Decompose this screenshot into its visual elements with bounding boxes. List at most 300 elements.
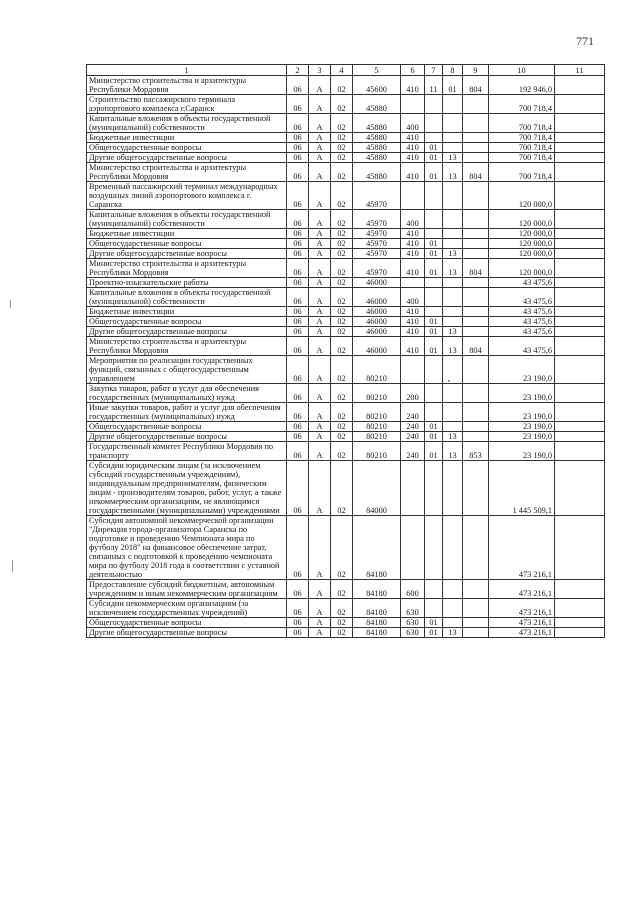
- extra-cell: [555, 239, 605, 249]
- ministry-code-cell: 804: [463, 259, 489, 278]
- table-row: [87, 317, 605, 327]
- chapter-code-cell: [425, 210, 443, 229]
- amount-cell: 473 216,1: [489, 628, 555, 638]
- chapter-code-cell: [425, 403, 443, 422]
- target-code-cell: 45880: [353, 133, 401, 143]
- amount-cell: 120 000,0: [489, 259, 555, 278]
- sub-code-cell: 02: [331, 384, 353, 403]
- chapter-code-cell: [425, 133, 443, 143]
- page-number: 771: [576, 34, 594, 48]
- amount-cell: 473 216,1: [489, 516, 555, 580]
- row-name-cell: Бюджетные инвестиции: [87, 133, 287, 143]
- section-code-cell: 06: [287, 76, 309, 95]
- table-row: [87, 229, 605, 239]
- extra-cell: [555, 229, 605, 239]
- ministry-code-cell: [463, 182, 489, 210]
- subchapter-code-cell: 13: [443, 432, 463, 442]
- letter-code-cell: А: [309, 384, 331, 403]
- sub-code-cell: 02: [331, 516, 353, 580]
- sub-code-cell: 02: [331, 210, 353, 229]
- sub-code-cell: 02: [331, 422, 353, 432]
- sub-code-cell: 02: [331, 580, 353, 599]
- subchapter-code-cell: [443, 133, 463, 143]
- ministry-code-cell: [463, 153, 489, 163]
- subchapter-code-cell: 13: [443, 628, 463, 638]
- table-row: [87, 288, 605, 307]
- subchapter-code-cell: [443, 210, 463, 229]
- letter-code-cell: А: [309, 288, 331, 307]
- column-header-2: 2: [287, 65, 309, 76]
- letter-code-cell: А: [309, 403, 331, 422]
- sub-code-cell: 02: [331, 133, 353, 143]
- extra-cell: [555, 356, 605, 384]
- table-body: [87, 76, 605, 638]
- target-code-cell: 80210: [353, 432, 401, 442]
- target-code-cell: 45600: [353, 76, 401, 95]
- type-code-cell: 410: [401, 337, 425, 356]
- type-code-cell: 410: [401, 327, 425, 337]
- letter-code-cell: А: [309, 229, 331, 239]
- subchapter-code-cell: [443, 461, 463, 516]
- sub-code-cell: 02: [331, 317, 353, 327]
- letter-code-cell: А: [309, 95, 331, 114]
- extra-cell: [555, 114, 605, 133]
- target-code-cell: 45970: [353, 210, 401, 229]
- section-code-cell: 06: [287, 356, 309, 384]
- chapter-code-cell: 01: [425, 618, 443, 628]
- table-row: [87, 461, 605, 516]
- extra-cell: [555, 259, 605, 278]
- column-header-11: 11: [555, 65, 605, 76]
- letter-code-cell: А: [309, 432, 331, 442]
- scan-speck: [12, 560, 13, 572]
- amount-cell: 43 475,6: [489, 278, 555, 288]
- amount-cell: 700 718,4: [489, 95, 555, 114]
- target-code-cell: 46000: [353, 288, 401, 307]
- type-code-cell: 410: [401, 259, 425, 278]
- ministry-code-cell: [463, 239, 489, 249]
- sub-code-cell: 02: [331, 442, 353, 461]
- type-code-cell: 600: [401, 580, 425, 599]
- type-code-cell: 410: [401, 249, 425, 259]
- amount-cell: 700 718,4: [489, 133, 555, 143]
- type-code-cell: 400: [401, 210, 425, 229]
- amount-cell: 700 718,4: [489, 153, 555, 163]
- amount-cell: 120 000,0: [489, 229, 555, 239]
- letter-code-cell: А: [309, 317, 331, 327]
- target-code-cell: 45880: [353, 143, 401, 153]
- type-code-cell: 410: [401, 307, 425, 317]
- sub-code-cell: 02: [331, 432, 353, 442]
- letter-code-cell: А: [309, 259, 331, 278]
- target-code-cell: 84180: [353, 618, 401, 628]
- type-code-cell: 410: [401, 239, 425, 249]
- extra-cell: [555, 210, 605, 229]
- section-code-cell: 06: [287, 259, 309, 278]
- section-code-cell: 06: [287, 516, 309, 580]
- subchapter-code-cell: 13: [443, 259, 463, 278]
- row-name-cell: Министерство строительства и архитектуры Республики Мордовия: [87, 163, 287, 182]
- row-name-cell: Субсидия автономной некоммерческой организации "Дирекция города-организатора Саранска по подготовке и проведению Чемпионата мира по футболу 2018" на финансовое обеспечение затрат, связанных с подготовкой к проведению чемпионата мира по футболу 2018 года в соответствии с уставной деятельностью: [87, 516, 287, 580]
- row-name-cell: Министерство строительства и архитектуры Республики Мордовия: [87, 76, 287, 95]
- type-code-cell: [401, 356, 425, 384]
- section-code-cell: 06: [287, 432, 309, 442]
- row-name-cell: Бюджетные инвестиции: [87, 229, 287, 239]
- ministry-code-cell: [463, 516, 489, 580]
- extra-cell: [555, 307, 605, 317]
- type-code-cell: [401, 182, 425, 210]
- row-name-cell: Строительство пассажирского терминала аэропортового комплекса г.Саранск: [87, 95, 287, 114]
- subchapter-code-cell: [443, 599, 463, 618]
- row-name-cell: Капитальные вложения в объекты государственной (муниципальной) собственности: [87, 210, 287, 229]
- row-name-cell: Государственный комитет Республики Мордовия по транспорту: [87, 442, 287, 461]
- extra-cell: [555, 599, 605, 618]
- type-code-cell: 630: [401, 599, 425, 618]
- table-row: [87, 133, 605, 143]
- chapter-code-cell: 01: [425, 422, 443, 432]
- table-row: [87, 580, 605, 599]
- column-header-1: 1: [87, 65, 287, 76]
- target-code-cell: 46000: [353, 327, 401, 337]
- chapter-code-cell: [425, 580, 443, 599]
- table-row: [87, 442, 605, 461]
- table-row: [87, 628, 605, 638]
- chapter-code-cell: 01: [425, 317, 443, 327]
- ministry-code-cell: [463, 95, 489, 114]
- subchapter-code-cell: 13: [443, 163, 463, 182]
- letter-code-cell: А: [309, 337, 331, 356]
- row-name-cell: Проектно-изыскательские работы: [87, 278, 287, 288]
- sub-code-cell: 02: [331, 249, 353, 259]
- section-code-cell: 06: [287, 210, 309, 229]
- subchapter-code-cell: 13: [443, 337, 463, 356]
- table-row: [87, 432, 605, 442]
- chapter-code-cell: [425, 229, 443, 239]
- type-code-cell: 630: [401, 628, 425, 638]
- extra-cell: [555, 76, 605, 95]
- chapter-code-cell: 01: [425, 432, 443, 442]
- sub-code-cell: 02: [331, 403, 353, 422]
- extra-cell: [555, 249, 605, 259]
- table-row: [87, 163, 605, 182]
- section-code-cell: 06: [287, 182, 309, 210]
- subchapter-code-cell: [443, 239, 463, 249]
- section-code-cell: 06: [287, 288, 309, 307]
- row-name-cell: Общегосударственные вопросы: [87, 143, 287, 153]
- row-name-cell: Предоставление субсидий бюджетным, автономным учреждениям и иным некоммерческим организациям: [87, 580, 287, 599]
- extra-cell: [555, 618, 605, 628]
- target-code-cell: 80210: [353, 356, 401, 384]
- amount-cell: 120 000,0: [489, 249, 555, 259]
- type-code-cell: 240: [401, 432, 425, 442]
- row-name-cell: Субсидии юридическим лицам (за исключением субсидий государственным учреждениям), индивидуальным предпринимателям, физическим лицам - производителям товаров, работ, услуг, а также некоммерческим организациям, не являющимся государственными (муниципальными) учреждениями: [87, 461, 287, 516]
- subchapter-code-cell: [443, 384, 463, 403]
- type-code-cell: 410: [401, 143, 425, 153]
- extra-cell: [555, 432, 605, 442]
- letter-code-cell: А: [309, 76, 331, 95]
- table-row: [87, 114, 605, 133]
- letter-code-cell: А: [309, 307, 331, 317]
- amount-cell: 192 946,0: [489, 76, 555, 95]
- extra-cell: [555, 461, 605, 516]
- extra-cell: [555, 327, 605, 337]
- target-code-cell: 80210: [353, 442, 401, 461]
- ministry-code-cell: 804: [463, 76, 489, 95]
- column-header-10: 10: [489, 65, 555, 76]
- letter-code-cell: А: [309, 114, 331, 133]
- extra-cell: [555, 337, 605, 356]
- amount-cell: 23 190,0: [489, 442, 555, 461]
- chapter-code-cell: 01: [425, 327, 443, 337]
- letter-code-cell: А: [309, 278, 331, 288]
- sub-code-cell: 02: [331, 356, 353, 384]
- letter-code-cell: А: [309, 143, 331, 153]
- letter-code-cell: А: [309, 516, 331, 580]
- sub-code-cell: 02: [331, 259, 353, 278]
- type-code-cell: 410: [401, 229, 425, 239]
- target-code-cell: 80210: [353, 384, 401, 403]
- target-code-cell: 46000: [353, 278, 401, 288]
- amount-cell: 23 190,0: [489, 432, 555, 442]
- subchapter-code-cell: [443, 95, 463, 114]
- subchapter-code-cell: 13: [443, 442, 463, 461]
- extra-cell: [555, 580, 605, 599]
- table-row: [87, 249, 605, 259]
- section-code-cell: 06: [287, 249, 309, 259]
- section-code-cell: 06: [287, 442, 309, 461]
- chapter-code-cell: [425, 182, 443, 210]
- type-code-cell: 240: [401, 442, 425, 461]
- type-code-cell: [401, 516, 425, 580]
- target-code-cell: 46000: [353, 337, 401, 356]
- target-code-cell: 45880: [353, 114, 401, 133]
- column-header-3: 3: [309, 65, 331, 76]
- row-name-cell: Общегосударственные вопросы: [87, 618, 287, 628]
- scan-speck: [10, 300, 11, 308]
- table-row: [87, 618, 605, 628]
- amount-cell: 23 190,0: [489, 356, 555, 384]
- table-row: [87, 143, 605, 153]
- target-code-cell: 45970: [353, 239, 401, 249]
- subchapter-code-cell: 13: [443, 153, 463, 163]
- chapter-code-cell: 01: [425, 249, 443, 259]
- type-code-cell: 630: [401, 618, 425, 628]
- type-code-cell: [401, 278, 425, 288]
- sub-code-cell: 02: [331, 327, 353, 337]
- column-header-7: 7: [425, 65, 443, 76]
- extra-cell: [555, 95, 605, 114]
- ministry-code-cell: [463, 618, 489, 628]
- amount-cell: 43 475,6: [489, 337, 555, 356]
- type-code-cell: 200: [401, 384, 425, 403]
- section-code-cell: 06: [287, 114, 309, 133]
- ministry-code-cell: [463, 384, 489, 403]
- sub-code-cell: 02: [331, 143, 353, 153]
- section-code-cell: 06: [287, 599, 309, 618]
- letter-code-cell: А: [309, 356, 331, 384]
- section-code-cell: 06: [287, 143, 309, 153]
- target-code-cell: 45880: [353, 163, 401, 182]
- ministry-code-cell: [463, 580, 489, 599]
- subchapter-code-cell: [443, 288, 463, 307]
- extra-cell: [555, 143, 605, 153]
- target-code-cell: 46000: [353, 317, 401, 327]
- target-code-cell: 45970: [353, 229, 401, 239]
- amount-cell: 23 190,0: [489, 422, 555, 432]
- sub-code-cell: 02: [331, 307, 353, 317]
- ministry-code-cell: [463, 628, 489, 638]
- letter-code-cell: А: [309, 580, 331, 599]
- amount-cell: 473 216,1: [489, 618, 555, 628]
- chapter-code-cell: [425, 599, 443, 618]
- column-header-4: 4: [331, 65, 353, 76]
- subchapter-code-cell: [443, 403, 463, 422]
- ministry-code-cell: [463, 133, 489, 143]
- chapter-code-cell: [425, 307, 443, 317]
- amount-cell: 23 190,0: [489, 403, 555, 422]
- letter-code-cell: А: [309, 153, 331, 163]
- chapter-code-cell: 11: [425, 76, 443, 95]
- letter-code-cell: А: [309, 442, 331, 461]
- row-name-cell: Общегосударственные вопросы: [87, 239, 287, 249]
- sub-code-cell: 02: [331, 628, 353, 638]
- subchapter-code-cell: [443, 317, 463, 327]
- column-header-6: 6: [401, 65, 425, 76]
- column-header-8: 8: [443, 65, 463, 76]
- type-code-cell: 400: [401, 288, 425, 307]
- table-row: [87, 384, 605, 403]
- scan-speck: [448, 380, 450, 382]
- chapter-code-cell: [425, 288, 443, 307]
- section-code-cell: 06: [287, 239, 309, 249]
- extra-cell: [555, 403, 605, 422]
- ministry-code-cell: [463, 229, 489, 239]
- chapter-code-cell: [425, 114, 443, 133]
- letter-code-cell: А: [309, 210, 331, 229]
- table-row: [87, 327, 605, 337]
- chapter-code-cell: 01: [425, 337, 443, 356]
- extra-cell: [555, 628, 605, 638]
- sub-code-cell: 02: [331, 153, 353, 163]
- table-row: [87, 153, 605, 163]
- section-code-cell: 06: [287, 153, 309, 163]
- chapter-code-cell: [425, 356, 443, 384]
- type-code-cell: 410: [401, 153, 425, 163]
- ministry-code-cell: [463, 327, 489, 337]
- ministry-code-cell: 804: [463, 163, 489, 182]
- sub-code-cell: 02: [331, 114, 353, 133]
- table-row: [87, 403, 605, 422]
- amount-cell: 23 190,0: [489, 384, 555, 403]
- table-row: [87, 422, 605, 432]
- row-name-cell: Другие общегосударственные вопросы: [87, 628, 287, 638]
- section-code-cell: 06: [287, 422, 309, 432]
- section-code-cell: 06: [287, 229, 309, 239]
- type-code-cell: [401, 461, 425, 516]
- table-row: [87, 239, 605, 249]
- amount-cell: 473 216,1: [489, 580, 555, 599]
- sub-code-cell: 02: [331, 618, 353, 628]
- ministry-code-cell: [463, 307, 489, 317]
- section-code-cell: 06: [287, 327, 309, 337]
- target-code-cell: 84180: [353, 516, 401, 580]
- letter-code-cell: А: [309, 249, 331, 259]
- subchapter-code-cell: [443, 182, 463, 210]
- letter-code-cell: А: [309, 461, 331, 516]
- row-name-cell: Закупка товаров, работ и услуг для обеспечения государственных (муниципальных) нужд: [87, 384, 287, 403]
- sub-code-cell: 02: [331, 163, 353, 182]
- table-row: [87, 599, 605, 618]
- chapter-code-cell: [425, 516, 443, 580]
- row-name-cell: Другие общегосударственные вопросы: [87, 249, 287, 259]
- chapter-code-cell: [425, 95, 443, 114]
- target-code-cell: 84000: [353, 461, 401, 516]
- row-name-cell: Другие общегосударственные вопросы: [87, 327, 287, 337]
- type-code-cell: 240: [401, 403, 425, 422]
- extra-cell: [555, 163, 605, 182]
- table-row: [87, 210, 605, 229]
- table-row: [87, 95, 605, 114]
- target-code-cell: 84180: [353, 628, 401, 638]
- ministry-code-cell: [463, 422, 489, 432]
- section-code-cell: 06: [287, 317, 309, 327]
- subchapter-code-cell: [443, 114, 463, 133]
- letter-code-cell: А: [309, 182, 331, 210]
- table-row: [87, 337, 605, 356]
- table-header-row: [87, 65, 605, 76]
- table-row: [87, 356, 605, 384]
- ministry-code-cell: [463, 599, 489, 618]
- budget-table: [86, 64, 605, 638]
- letter-code-cell: А: [309, 239, 331, 249]
- subchapter-code-cell: [443, 516, 463, 580]
- ministry-code-cell: [463, 356, 489, 384]
- subchapter-code-cell: [443, 229, 463, 239]
- ministry-code-cell: [463, 317, 489, 327]
- section-code-cell: 06: [287, 618, 309, 628]
- column-header-9: 9: [463, 65, 489, 76]
- section-code-cell: 06: [287, 580, 309, 599]
- target-code-cell: 80210: [353, 422, 401, 432]
- section-code-cell: 06: [287, 384, 309, 403]
- row-name-cell: Иные закупки товаров, работ и услуг для обеспечения государственных (муниципальных) нужд: [87, 403, 287, 422]
- extra-cell: [555, 442, 605, 461]
- extra-cell: [555, 384, 605, 403]
- extra-cell: [555, 422, 605, 432]
- extra-cell: [555, 182, 605, 210]
- target-code-cell: 46000: [353, 307, 401, 317]
- subchapter-code-cell: [443, 356, 463, 384]
- letter-code-cell: А: [309, 422, 331, 432]
- chapter-code-cell: [425, 461, 443, 516]
- subchapter-code-cell: [443, 278, 463, 288]
- section-code-cell: 06: [287, 403, 309, 422]
- amount-cell: 1 445 509,1: [489, 461, 555, 516]
- section-code-cell: 06: [287, 628, 309, 638]
- letter-code-cell: А: [309, 133, 331, 143]
- table-row: [87, 76, 605, 95]
- chapter-code-cell: 01: [425, 239, 443, 249]
- target-code-cell: 45880: [353, 95, 401, 114]
- sub-code-cell: 02: [331, 239, 353, 249]
- type-code-cell: 400: [401, 114, 425, 133]
- amount-cell: 43 475,6: [489, 288, 555, 307]
- ministry-code-cell: [463, 114, 489, 133]
- sub-code-cell: 02: [331, 461, 353, 516]
- row-name-cell: Министерство строительства и архитектуры Республики Мордовия: [87, 337, 287, 356]
- sub-code-cell: 02: [331, 95, 353, 114]
- subchapter-code-cell: [443, 580, 463, 599]
